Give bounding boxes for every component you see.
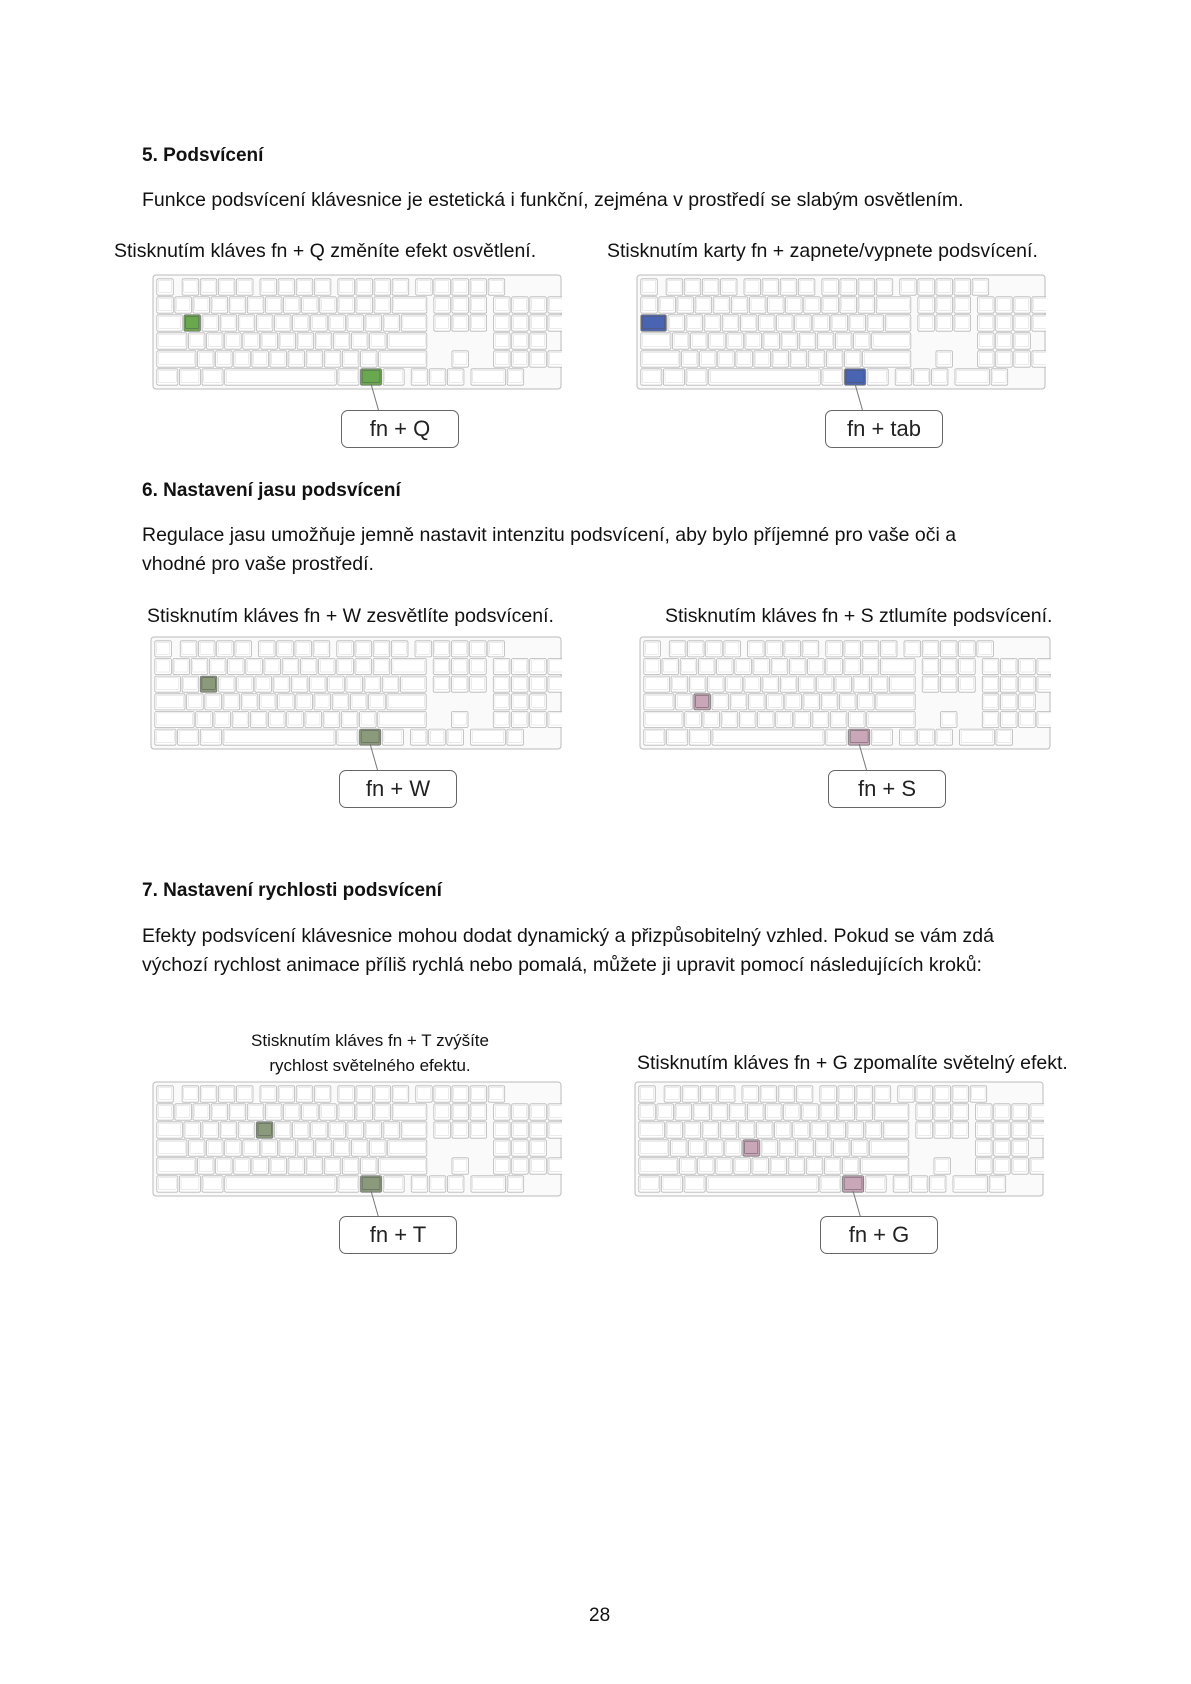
figure-caption-fn-tab: Stisknutím karty fn + zapnete/vypnete podsvícení. [607,240,1038,262]
keyboard-diagram [152,1081,562,1219]
figure-caption-fn-w: Stisknutím kláves fn + W zesvětlíte podsvícení. [147,605,554,627]
key-combo-callout: fn + S [828,770,946,808]
key-combo-callout: fn + W [339,770,457,808]
keyboard-diagram [636,274,1046,412]
keyboard-diagram [152,274,562,412]
section-6-heading: 6. Nastavení jasu podsvícení [142,480,401,501]
page-number: 28 [589,1605,611,1626]
keyboard-svg [636,274,1046,412]
keyboard-svg [150,636,562,772]
section-7-text-line-1: Efekty podsvícení klávesnice mohou dodat dynamický a přizpůsobitelný vzhled. Pokud se vám zdá [142,925,994,947]
keyboard-svg [639,636,1051,772]
section-7-heading: 7. Nastavení rychlosti podsvícení [142,880,442,901]
keyboard-svg [634,1081,1044,1219]
figure-caption-fn-t-line-1: Stisknutím kláves fn + T zvýšíte [251,1031,489,1050]
keyboard-svg [152,1081,562,1219]
section-6-text-line-2: vhodné pro vaše prostředí. [142,553,374,575]
section-7-text-line-2: výchozí rychlost animace příliš rychlá nebo pomalá, můžete ji upravit pomocí následujících kroků: [142,954,982,976]
section-6-text-line-1: Regulace jasu umožňuje jemně nastavit intenzitu podsvícení, aby bylo příjemné pro vaše oči a [142,524,957,546]
key-combo-callout: fn + G [820,1216,938,1254]
key-combo-callout: fn + T [339,1216,457,1254]
key-combo-callout: fn + tab [825,410,943,448]
section-5-text: Funkce podsvícení klávesnice je estetická i funkční, zejména v prostředí se slabým osvětlením. [142,189,964,211]
figure-caption-fn-g: Stisknutím kláves fn + G zpomalíte světelný efekt. [637,1052,1068,1074]
keyboard-diagram [150,636,562,772]
figure-caption-fn-q: Stisknutím kláves fn + Q změníte efekt osvětlení. [114,240,537,262]
key-combo-callout: fn + Q [341,410,459,448]
keyboard-diagram [634,1081,1044,1219]
keyboard-svg [152,274,562,412]
figure-caption-fn-t [220,1028,520,1078]
section-5-heading: 5. Podsvícení [142,145,264,166]
figure-caption-fn-t-line-2: rychlost světelného efektu. [269,1056,471,1075]
keyboard-diagram [639,636,1051,772]
figure-caption-fn-s: Stisknutím kláves fn + S ztlumíte podsvícení. [665,605,1053,627]
